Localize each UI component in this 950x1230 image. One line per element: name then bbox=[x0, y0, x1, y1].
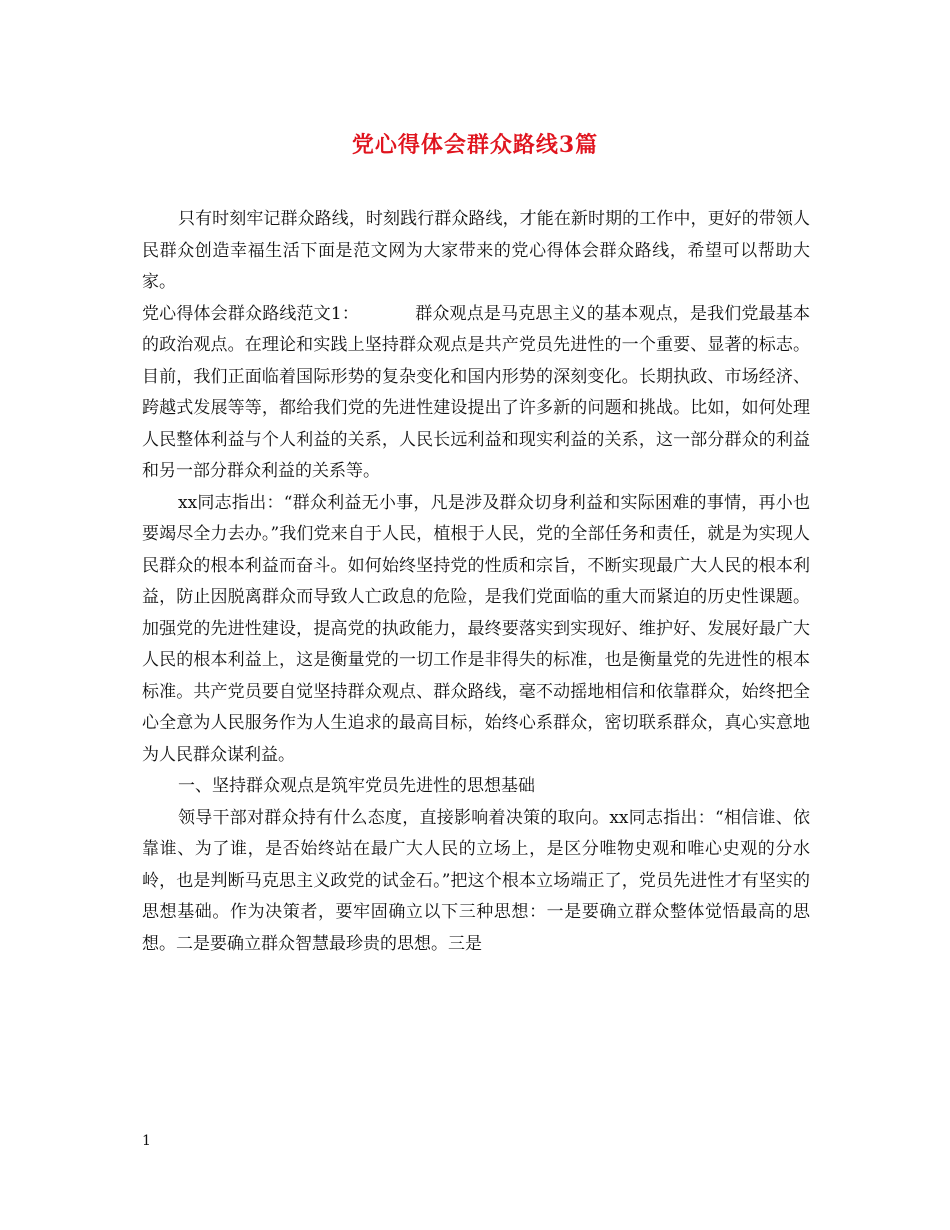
paragraph-4: 领导干部对群众持有什么态度，直接影响着决策的取向。xx同志指出：“相信谁、依靠谁、为了谁，是否始终站在最广大人民的立场上，是区分唯物史观和唯心史观的分水岭，也是判断马克思主义政党的试金石。”把这个根本立场端正了，党员先进性才有坚实的思想基础。作为决策者，要牢固确立以下三种思想：一是要确立群众整体觉悟最高的思想。二是要确立群众智慧最珍贵的思想。三是 bbox=[142, 807, 810, 954]
document-title: 党心得体会群众路线3篇 bbox=[351, 132, 599, 158]
paragraph-3: xx同志指出：“群众利益无小事，凡是涉及群众切身利益和实际困难的事情，再小也要竭尽全力去办。”我们党来自于人民，植根于人民，党的全部任务和责任，就是为实现人民群众的根本利益而奋斗。如何始终坚持党的性质和宗旨，不断实现最广大人民的根本利益，防止因脱离群众而导致人亡政息的危险，是我们党面临的重大而紧迫的历史性课题。加强党的先进性建设，提高党的执政能力，最终要落实到实现好、维护好、发展好最广大人民的根本利益上，这是衡量党的一切工作是非得失的标准，也是衡量党的先进性的根本标准。共产党员要自觉坚持群众观点、群众路线，毫不动摇地相信和依靠群众，始终把全心全意为人民服务作为人生追求的最高目标，始终心系群众，密切联系群众，真心实意地为人民群众谋利益。 bbox=[142, 492, 810, 765]
section-paragraph bbox=[142, 299, 810, 488]
page-number: 1 bbox=[142, 1133, 151, 1149]
document-body bbox=[142, 204, 810, 960]
section-label: 党心得体会群众路线范文1： bbox=[142, 303, 360, 324]
heading-1: 一、坚持群众观点是筑牢党员先进性的思想基础 bbox=[178, 776, 535, 796]
intro-paragraph: 只有时刻牢记群众路线，时刻践行群众路线，才能在新时期的工作中，更好的带领人民群众创造幸福生活下面是范文网为大家带来的党心得体会群众路线，希望可以帮助大家。 bbox=[142, 209, 810, 292]
section-text: 群众观点是马克思主义的基本观点，是我们党最基本的政治观点。在理论和实践上坚持群众观点是共产党员先进性的一个重要、显著的标志。目前，我们正面临着国际形势的复杂变化和国内形势的深刻变化。长期执政、市场经济、跨越式发展等等，都给我们党的先进性建设提出了许多新的问题和挑战。比如，如何处理人民整体利益与个人利益的关系，人民长远利益和现实利益的关系，这一部分群众的利益和另一部分群众利益的关系等。 bbox=[142, 303, 810, 481]
